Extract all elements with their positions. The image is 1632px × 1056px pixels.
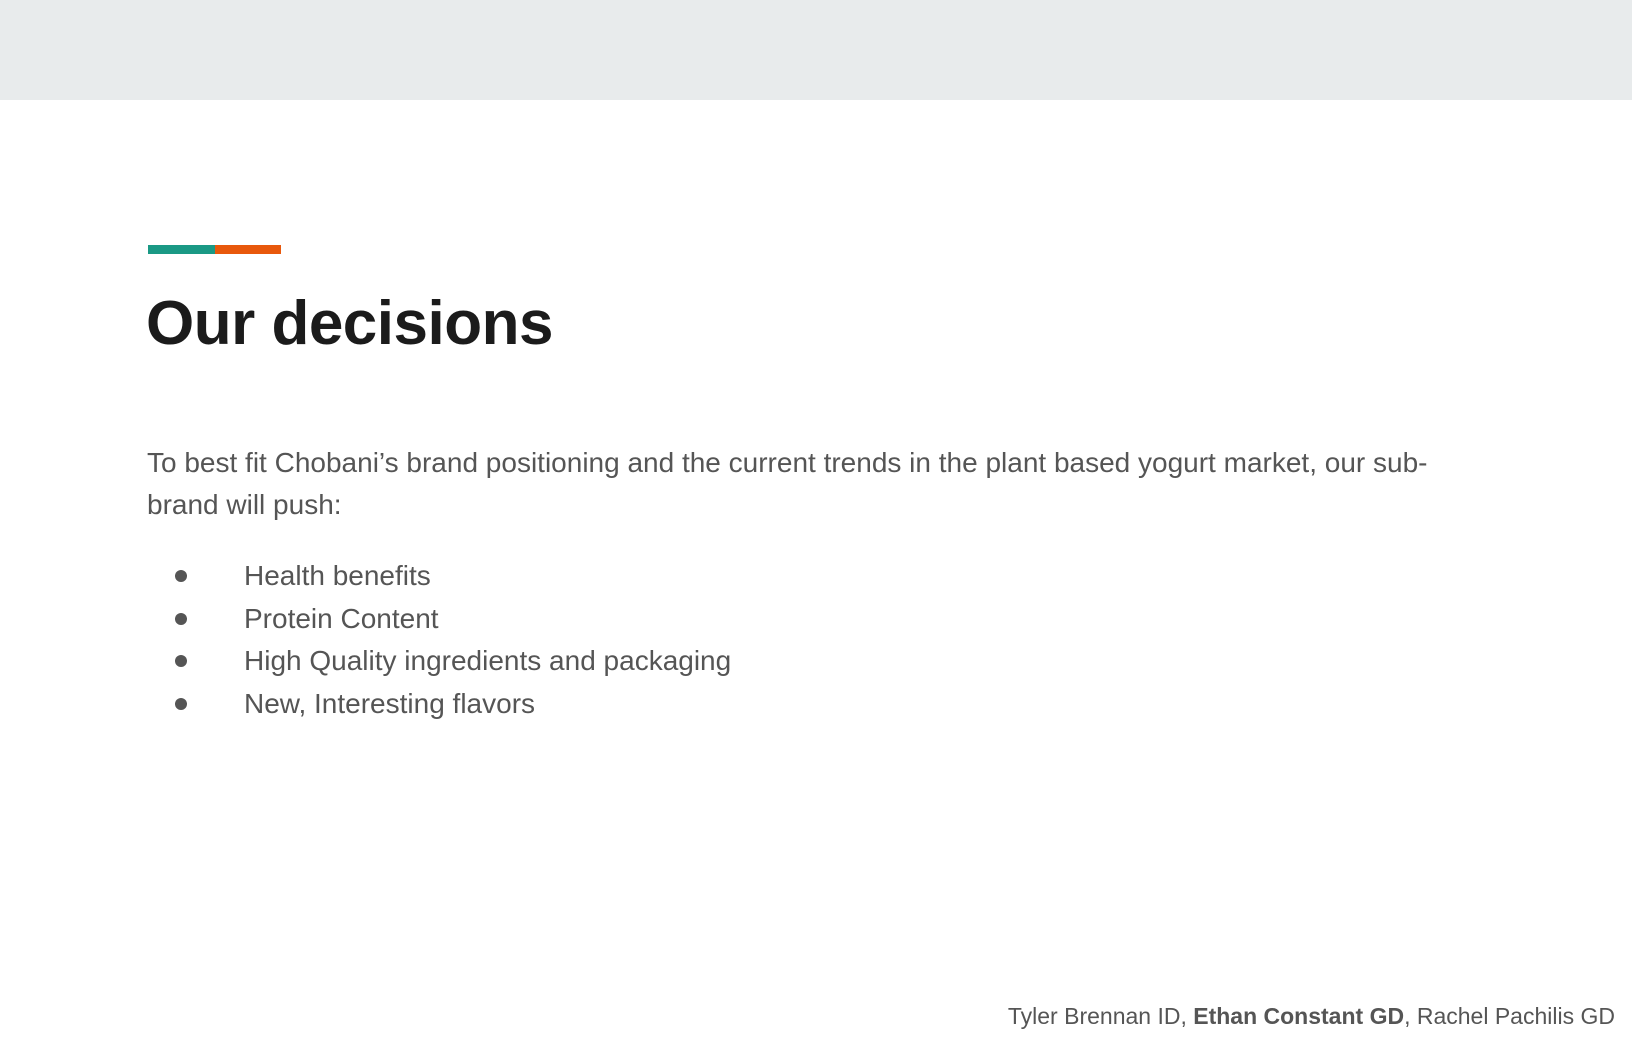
footer-credits	[1008, 1003, 1615, 1030]
bullet-text: Protein Content	[244, 602, 439, 634]
accent-bar-orange	[215, 245, 282, 254]
footer-credit-3: , Rachel Pachilis GD	[1404, 1003, 1615, 1029]
list-item	[147, 598, 731, 641]
list-item	[147, 640, 731, 683]
footer-credit-1: Tyler Brennan ID,	[1007, 1003, 1194, 1029]
bullet-icon	[175, 698, 187, 710]
bullet-icon	[175, 655, 187, 667]
list-item	[147, 683, 731, 726]
bullet-text: Health benefits	[244, 560, 431, 592]
accent-bar-teal	[148, 245, 215, 254]
bullet-list	[147, 555, 731, 725]
footer-credit-2: Ethan Constant GD	[1193, 1003, 1405, 1029]
accent-bar	[148, 245, 281, 254]
bullet-text: New, Interesting flavors	[244, 687, 536, 719]
intro-paragraph: To best fit Chobani’s brand positioning and the current trends in the plant based yogurt market, our sub-brand will push:	[147, 447, 1428, 520]
bullet-icon	[175, 613, 187, 625]
bullet-text: High Quality ingredients and packaging	[244, 645, 732, 677]
slide-title: Our decisions	[146, 289, 553, 358]
list-item	[147, 555, 731, 598]
top-band	[0, 0, 1632, 100]
bullet-icon	[175, 570, 187, 582]
